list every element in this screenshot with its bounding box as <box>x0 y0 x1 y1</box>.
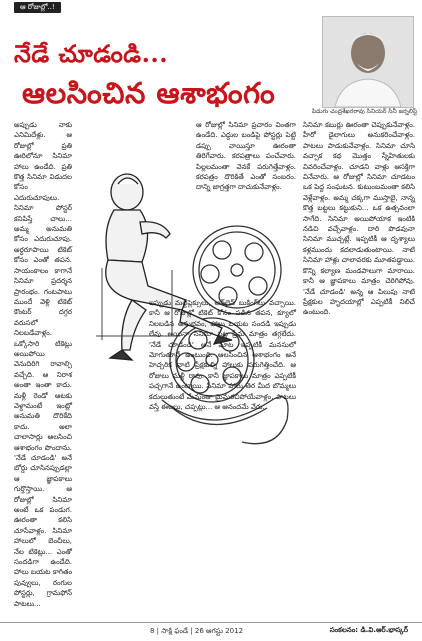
page-footer <box>0 622 422 641</box>
headline-line-1: నేడే చూడండి... <box>14 39 169 68</box>
top-bar <box>0 0 422 14</box>
author-photo <box>322 16 414 108</box>
section-tag: ఆ రోజుల్లో..! <box>14 2 61 13</box>
article-column-3: సినిమా కబుర్లు ఊరంతా చెప్పుకునేవాళ్లం. హీరో డైలాగులు అనుకరించేవాళ్లం. పాటలు పాడుకునేవాళ్లం. సినిమా చూసి వచ్చాక కథ మొత్తం స్నేహితులకు వివరించేవాళ్లం. చూడని వాళ్లు ఆసక్తిగా వినేవారు. ఆ రోజుల్లో సినిమా చూడటం ఒక పెద్ద సంఘటన. కుటుంబమంతా కలిసి వెళ్లేవాళ్లం. అమ్మ చక్కగా ముస్తాబై, నాన్న కొత్త బట్టలు కట్టుకుని... ఒక ఉత్సవంలా సాగేది. సినిమా అయిపోయాక ఇంటికి నడిచి వచ్చేవాళ్లం. దారి పొడవునా సినిమా ముచ్చట్లే. ఇప్పటికీ ఆ దృశ్యాలు కళ్లముందు కదలాడుతుంటాయి. నాటి సినిమా హాళ్లు చాలావరకు మూతపడ్డాయి. కొన్ని కల్యాణ మండపాలుగా మారాయి. కానీ ఆ జ్ఞాపకాలు మాత్రం చెరిగిపోవు. 'నేడే చూడండి' అన్న ఆ పిలుపు నాటి ప్రేక్షకుల హృదయాల్లో ఎప్పటికీ నిలిచే ఉంటుంది. <box>303 121 415 317</box>
author-caption: పిడుగు చంద్రశేఖరరావు సినియర్ సినీ జర్నలిస్ట్ <box>311 108 418 115</box>
footer-page-info: 8 | సాక్షి ఫండే | 26 ఆగస్టు 2012 <box>150 627 244 635</box>
footer-credit: సంకలనం: డి.వి.ఆర్.భాస్కర్ <box>329 626 408 634</box>
article-column-2-bottom: ఇప్పుడు మల్టీప్లెక్సులు, ఆన్‌లైన్ బుకింగ్‌లు వచ్చాయి. కానీ ఆ రోజుల్లో టికెట్ కోసం పడిన తపన, క్యూలో నిలబడిన అనుభవం, హాలు బయట సందడి ఇప్పుడు లేవు. అయినా సినిమా పట్ల ప్రేమ మాత్రం తగ్గలేదు. 'నేడే చూడండి' అనే మాట ఇప్పటికీ మనసులో మోగుతూనే ఉంటుంది. ఆలసించిన ఆశాభంగం అనే హెచ్చరిక నాటి ప్రేక్షకుల్ని హాలుకు పరుగెత్తించేది. ఆ రోజులు మళ్లీ రావు. కానీ జ్ఞాపకాలు మాత్రం ఎప్పటికీ పచ్చగానే ఉంటాయి. సినిమా హాలు తెర మీద బొమ్మలు కదులుతుంటే మేమంతా మైమరచిపోయేవాళ్లం. పాటలు వస్తే ఈలలు, చప్పట్లు... ఆ ఆనందమే వేరు. <box>149 299 296 412</box>
headline-line-2: ఆలసించిన ఆశాభంగం <box>22 76 276 110</box>
article-column-2-top: ఆ రోజుల్లో సినిమా ప్రచారం వింతగా ఉండేది. ఎద్దుల బండిపై పోస్టర్లు పెట్టి డప్పు వాయిస్తూ ఊరంతా తిరిగేవారు. కరపత్రాలు పంచేవారు. పిల్లలమంతా వెనకే పరుగెత్తేవాళ్లం. కరపత్రం దొరికితే ఎంతో సంబరం. దాన్ని జాగ్రత్తగా దాచుకునేవాళ్లం. <box>196 121 296 192</box>
article-column-1: అప్పుడు నాకు ఎనిమిదేళ్లు. ఆ రోజుల్లో ప్రతి ఊరిలోనూ సినిమా హాలు ఉండేది. ప్రతి కొత్త సినిమా విడుదల కోసం ఎదురుచూపులు. సినిమా పోస్టర్ కనిపిస్తే చాలు... అమ్మ అనుమతి కోసం ఎదురుచూపు. అర్ధరూపాయి టికెట్ కోసం ఎంతో తపన. సాయంకాలం కాగానే సినిమా ప్రదర్శన ప్రారంభం. గంటపాటు ముందే వెళ్లి టికెట్ కౌంటర్ దగ్గర వరుసలో నిలబడేవాళ్లం. ఒక్కోసారి టికెట్లు అయిపోయి వెనుదిరిగి రావాల్సి వచ్చేది. ఆ నిరాశ అంతా ఇంతా కాదు. మళ్లీ రెండో ఆటకు వెళ్దామంటే ఇంట్లో అనుమతి దొరికేది కాదు. అలా చాలాసార్లు ఆలసించి ఆశాభంగం పొందాను. 'నేడే చూడండి' అనే బోర్డు చూసినప్పుడల్లా ఆ జ్ఞాపకాలు గుర్తొస్తాయి. ఆ రోజుల్లో సినిమా అంటే ఒక పండుగ. ఊరంతా కలిసి చూసేవాళ్లం. సినిమా హాలులో బెంచీలు, నేల టికెట్లు... ఎంతో సందడిగా ఉండేది. హాలు బయట కాగితం పువ్వులు, రంగుల పోస్టర్లు, గ్రామఫోన్ పాటలు... <box>14 121 72 608</box>
author-portrait-icon <box>323 17 413 107</box>
